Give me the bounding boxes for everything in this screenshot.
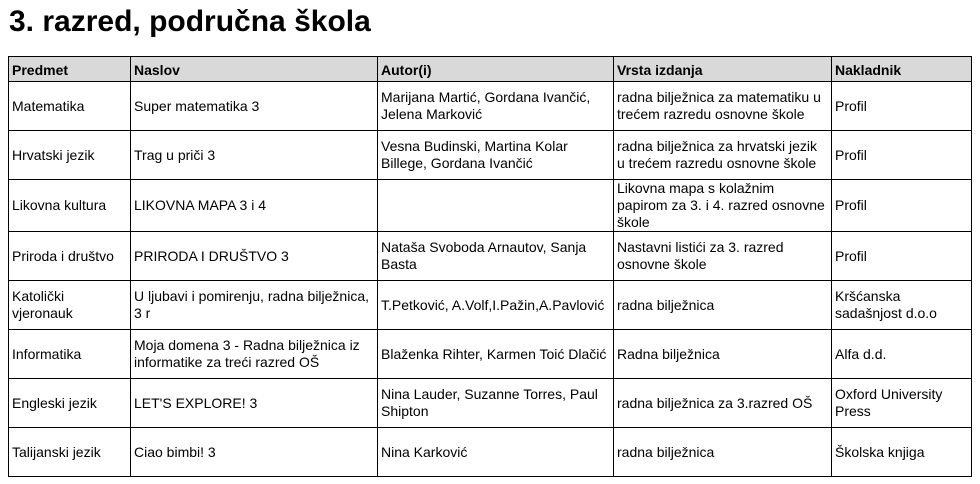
cell-nakladnik: Profil: [832, 180, 972, 232]
cell-nakladnik: Alfa d.d.: [832, 330, 972, 379]
cell-predmet: Informatika: [9, 330, 131, 379]
cell-naslov: Trag u priči 3: [131, 131, 378, 180]
cell-predmet: Talijanski jezik: [9, 428, 131, 477]
table-header-row: [9, 57, 972, 82]
column-header-vrsta-izdanja: Vrsta izdanja: [614, 57, 832, 82]
cell-vrsta-izdanja: Nastavni listići za 3. razred osnovne škole: [614, 232, 832, 281]
table-row: [9, 379, 972, 428]
column-header-autori: Autor(i): [378, 57, 614, 82]
cell-nakladnik: Profil: [832, 232, 972, 281]
cell-vrsta-izdanja: Radna bilježnica: [614, 330, 832, 379]
column-header-naslov: Naslov: [131, 57, 378, 82]
textbook-table: [8, 56, 972, 477]
table-row: [9, 82, 972, 131]
table-row: [9, 281, 972, 330]
cell-nakladnik: Kršćanska sadašnjost d.o.o: [832, 281, 972, 330]
cell-vrsta-izdanja: radna bilježnica za matematiku u trećem razredu osnovne škole: [614, 82, 832, 131]
table-row: [9, 232, 972, 281]
table-row: [9, 131, 972, 180]
cell-predmet: Matematika: [9, 82, 131, 131]
column-header-nakladnik: Nakladnik: [832, 57, 972, 82]
table-row: [9, 330, 972, 379]
cell-nakladnik: Školska knjiga: [832, 428, 972, 477]
page-title: 3. razred, područna škola: [9, 5, 371, 38]
cell-vrsta-izdanja: radna bilježnica za 3.razred OŠ: [614, 379, 832, 428]
cell-vrsta-izdanja: Likovna mapa s kolažnim papirom za 3. i 4. razred osnovne škole: [614, 180, 832, 232]
cell-predmet: Likovna kultura: [9, 180, 131, 232]
table-row: [9, 428, 972, 477]
cell-autori: T.Petković, A.Volf,I.Pažin,A.Pavlović: [378, 281, 614, 330]
table-row: [9, 180, 972, 232]
cell-autori: Blaženka Rihter, Karmen Toić Dlačić: [378, 330, 614, 379]
cell-autori: Nina Lauder, Suzanne Torres, Paul Shipton: [378, 379, 614, 428]
cell-nakladnik: Profil: [832, 131, 972, 180]
cell-naslov: Moja domena 3 - Radna bilježnica iz informatike za treći razred OŠ: [131, 330, 378, 379]
cell-naslov: Ciao bimbi! 3: [131, 428, 378, 477]
cell-predmet: Priroda i društvo: [9, 232, 131, 281]
cell-autori: Nataša Svoboda Arnautov, Sanja Basta: [378, 232, 614, 281]
cell-autori: [378, 180, 614, 232]
cell-vrsta-izdanja: radna bilježnica: [614, 281, 832, 330]
cell-autori: Vesna Budinski, Martina Kolar Billege, Gordana Ivančić: [378, 131, 614, 180]
cell-predmet: Engleski jezik: [9, 379, 131, 428]
cell-naslov: LET'S EXPLORE! 3: [131, 379, 378, 428]
cell-vrsta-izdanja: radna bilježnica za hrvatski jezik u trećem razredu osnovne škole: [614, 131, 832, 180]
cell-vrsta-izdanja: radna bilježnica: [614, 428, 832, 477]
cell-predmet: Hrvatski jezik: [9, 131, 131, 180]
cell-predmet: Katolički vjeronauk: [9, 281, 131, 330]
cell-naslov: PRIRODA I DRUŠTVO 3: [131, 232, 378, 281]
column-header-predmet: Predmet: [9, 57, 131, 82]
cell-naslov: Super matematika 3: [131, 82, 378, 131]
cell-naslov: LIKOVNA MAPA 3 i 4: [131, 180, 378, 232]
cell-autori: Marijana Martić, Gordana Ivančić, Jelena Marković: [378, 82, 614, 131]
cell-nakladnik: Oxford University Press: [832, 379, 972, 428]
cell-naslov: U ljubavi i pomirenju, radna bilježnica, 3 r: [131, 281, 378, 330]
cell-nakladnik: Profil: [832, 82, 972, 131]
cell-autori: Nina Karković: [378, 428, 614, 477]
